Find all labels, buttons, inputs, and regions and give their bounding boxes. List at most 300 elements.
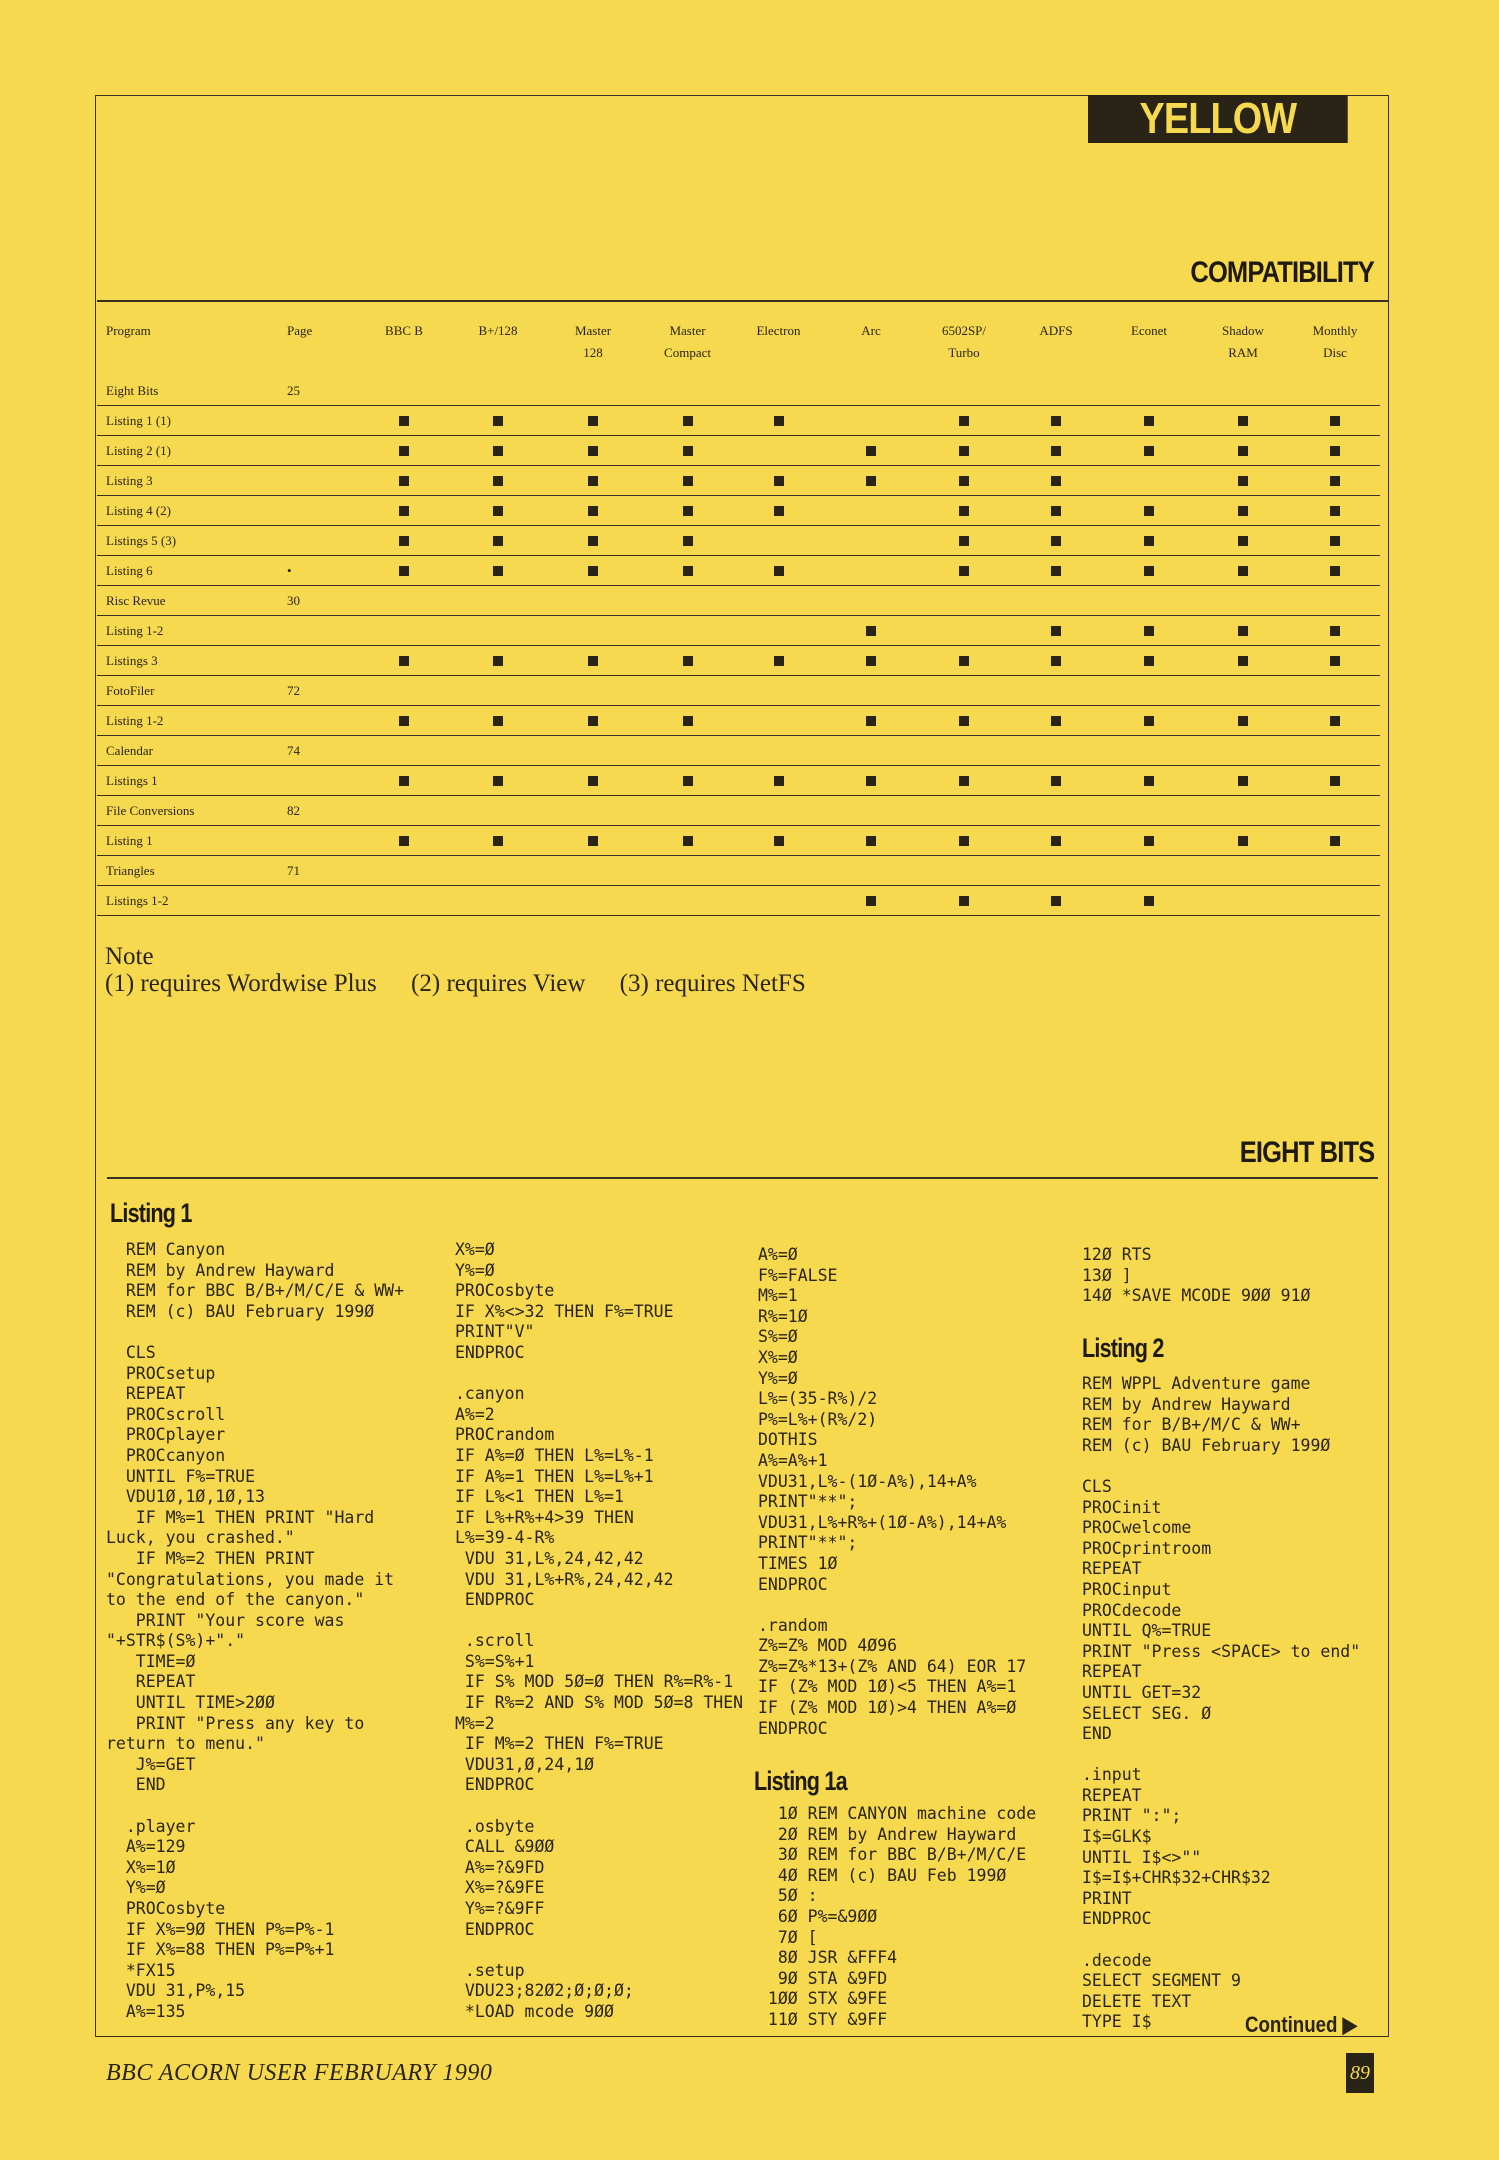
compat-cell	[1290, 856, 1380, 886]
compat-cell	[918, 526, 1010, 556]
compat-col-header: Monthly Disc	[1312, 323, 1358, 360]
compatible-mark-icon	[1330, 626, 1340, 636]
compatible-mark-icon	[1330, 776, 1340, 786]
compat-cell	[356, 466, 452, 496]
compat-row	[97, 856, 1380, 886]
compat-cell	[824, 766, 918, 796]
compat-cell	[733, 406, 824, 436]
compat-cell	[1010, 466, 1102, 496]
compat-cell	[1196, 646, 1290, 676]
compat-row	[97, 826, 1380, 856]
compat-cell	[356, 526, 452, 556]
compat-page	[285, 766, 356, 796]
listing-1-code-col3: A%=Ø F%=FALSE M%=1 R%=1Ø S%=Ø X%=Ø Y%=Ø L%=(35-R%)/2 P%=L%+(R%/2) DOTHIS A%=A%+1 VDU31,L%-(1Ø-A%),14+A% PRINT"**"; VDU31,L%+R%+(1Ø-A%),14+A% PRINT"**"; TIMES 1Ø ENDPROC .random Z%=Z% MOD 4Ø96 Z%=Z%*13+(Z% AND 64) EOR 17 IF (Z% MOD 1Ø)<5 THEN A%=1 IF (Z% MOD 1Ø)>4 THEN A%=Ø ENDPROC	[758, 1245, 1027, 1738]
compatible-mark-icon	[1330, 446, 1340, 456]
compat-cell	[1196, 376, 1290, 406]
compat-row	[97, 586, 1380, 616]
compat-cell	[1196, 436, 1290, 466]
compat-cell	[1102, 406, 1196, 436]
compat-cell	[824, 466, 918, 496]
compat-program: Listings 1-2	[97, 886, 285, 916]
compat-cell	[1290, 766, 1380, 796]
compat-cell	[452, 646, 544, 676]
compatible-mark-icon	[1238, 446, 1248, 456]
compatible-mark-icon	[683, 476, 693, 486]
compat-cell	[918, 706, 1010, 736]
compatible-mark-icon	[1051, 656, 1061, 666]
compat-cell	[824, 646, 918, 676]
compatible-mark-icon	[683, 566, 693, 576]
compat-cell	[452, 676, 544, 706]
compat-cell	[544, 376, 642, 406]
compatible-mark-icon	[1238, 626, 1248, 636]
compatible-mark-icon	[1330, 656, 1340, 666]
compatible-mark-icon	[1144, 716, 1154, 726]
compatible-mark-icon	[774, 566, 784, 576]
compatible-mark-icon	[866, 776, 876, 786]
compat-cell	[733, 766, 824, 796]
compat-row	[97, 796, 1380, 826]
compat-row	[97, 886, 1380, 916]
compatible-mark-icon	[588, 776, 598, 786]
compat-cell	[1290, 466, 1380, 496]
compat-col-header: BBC B	[385, 323, 423, 338]
compat-cell	[918, 406, 1010, 436]
compat-col-header: ADFS	[1039, 323, 1073, 338]
compat-program: Risc Revue	[97, 586, 285, 616]
compatible-mark-icon	[1330, 716, 1340, 726]
compat-cell	[356, 586, 452, 616]
compat-row	[97, 436, 1380, 466]
compat-cell	[1102, 676, 1196, 706]
compat-cell	[1196, 826, 1290, 856]
compat-cell	[824, 436, 918, 466]
compat-cell	[356, 616, 452, 646]
compat-page: •	[285, 556, 356, 586]
compatible-mark-icon	[1330, 536, 1340, 546]
compatible-mark-icon	[493, 836, 503, 846]
compat-cell	[1290, 586, 1380, 616]
compat-cell	[544, 496, 642, 526]
compat-cell	[918, 856, 1010, 886]
magazine-footer: BBC ACORN USER FEBRUARY 1990	[106, 2060, 493, 2086]
compat-cell	[356, 556, 452, 586]
compat-cell	[733, 706, 824, 736]
compatible-mark-icon	[959, 416, 969, 426]
note-item: (1) requires Wordwise Plus	[105, 970, 377, 997]
compatible-mark-icon	[1238, 416, 1248, 426]
compatible-mark-icon	[493, 566, 503, 576]
compat-cell	[733, 526, 824, 556]
compatible-mark-icon	[1144, 836, 1154, 846]
compat-row	[97, 496, 1380, 526]
compat-cell	[642, 856, 733, 886]
compatible-mark-icon	[588, 476, 598, 486]
compatible-mark-icon	[683, 716, 693, 726]
compat-cell	[356, 886, 452, 916]
compat-col-header: 6502SP/ Turbo	[941, 323, 987, 360]
compat-cell	[452, 556, 544, 586]
compat-cell	[1196, 676, 1290, 706]
compat-cell	[356, 496, 452, 526]
compatible-mark-icon	[959, 566, 969, 576]
compatible-mark-icon	[959, 506, 969, 516]
compat-cell	[824, 556, 918, 586]
compat-cell	[918, 496, 1010, 526]
compatible-mark-icon	[1051, 626, 1061, 636]
compat-col-header: Econet	[1130, 323, 1168, 338]
compat-cell	[824, 616, 918, 646]
compat-cell	[1290, 406, 1380, 436]
yellow-pages-badge: YELLOW PAGES	[1088, 95, 1348, 143]
compatible-mark-icon	[1330, 476, 1340, 486]
compat-cell	[544, 436, 642, 466]
compat-cell	[1290, 826, 1380, 856]
compatible-mark-icon	[959, 896, 969, 906]
compatible-mark-icon	[866, 716, 876, 726]
compat-program: Listings 1	[97, 766, 285, 796]
compat-program: Listings 5 (3)	[97, 526, 285, 556]
compat-cell	[1010, 736, 1102, 766]
compat-program: Listing 6	[97, 556, 285, 586]
eight-bits-heading: EIGHT BITS	[1239, 1136, 1374, 1169]
compat-cell	[1102, 376, 1196, 406]
compat-cell	[824, 676, 918, 706]
compatible-mark-icon	[1144, 896, 1154, 906]
compat-cell	[1010, 616, 1102, 646]
compatible-mark-icon	[1051, 416, 1061, 426]
compat-program: Listing 1-2	[97, 616, 285, 646]
compat-cell	[1196, 466, 1290, 496]
compatible-mark-icon	[959, 836, 969, 846]
compat-cell	[452, 496, 544, 526]
compat-row	[97, 466, 1380, 496]
compat-cell	[1010, 796, 1102, 826]
compatible-mark-icon	[1051, 536, 1061, 546]
compat-cell	[733, 796, 824, 826]
compat-page	[285, 466, 356, 496]
compat-program: Listing 1	[97, 826, 285, 856]
compat-cell	[1196, 556, 1290, 586]
compatible-mark-icon	[683, 446, 693, 456]
compatible-mark-icon	[588, 836, 598, 846]
compatible-mark-icon	[683, 536, 693, 546]
compat-cell	[733, 376, 824, 406]
compatible-mark-icon	[1238, 536, 1248, 546]
compat-program: Listing 1 (1)	[97, 406, 285, 436]
compat-cell	[356, 436, 452, 466]
compatible-mark-icon	[399, 656, 409, 666]
compatible-mark-icon	[683, 416, 693, 426]
eight-bits-rule	[107, 1177, 1378, 1179]
compat-cell	[1290, 436, 1380, 466]
compat-cell	[824, 376, 918, 406]
compat-cell	[1290, 496, 1380, 526]
compatible-mark-icon	[493, 716, 503, 726]
compat-page	[285, 616, 356, 646]
compat-cell	[1290, 376, 1380, 406]
compatible-mark-icon	[1051, 836, 1061, 846]
compat-cell	[918, 466, 1010, 496]
compat-cell	[452, 616, 544, 646]
listing-2-title: Listing 2	[1082, 1333, 1164, 1363]
compat-cell	[1290, 526, 1380, 556]
compat-cell	[1196, 886, 1290, 916]
compat-cell	[733, 466, 824, 496]
compat-cell	[452, 826, 544, 856]
compat-cell	[544, 466, 642, 496]
compatible-mark-icon	[866, 896, 876, 906]
compatible-mark-icon	[1330, 506, 1340, 516]
compat-cell	[1010, 856, 1102, 886]
compatible-mark-icon	[1238, 476, 1248, 486]
compatible-mark-icon	[1330, 416, 1340, 426]
compatible-mark-icon	[493, 776, 503, 786]
compatible-mark-icon	[1051, 716, 1061, 726]
compat-program: Calendar	[97, 736, 285, 766]
compat-cell	[356, 706, 452, 736]
compat-cell	[824, 526, 918, 556]
compat-program: Listing 4 (2)	[97, 496, 285, 526]
compat-col-header: B+/128	[478, 323, 518, 338]
compat-cell	[452, 736, 544, 766]
compat-cell	[1290, 886, 1380, 916]
compat-cell	[733, 586, 824, 616]
compat-cell	[824, 706, 918, 736]
compatible-mark-icon	[866, 476, 876, 486]
compatible-mark-icon	[1144, 656, 1154, 666]
compatible-mark-icon	[588, 506, 598, 516]
listing-2-code: REM WPPL Adventure game REM by Andrew Hayward REM for B/B+/M/C & WW+ REM (c) BAU February 199Ø CLS PROCinit PROCwelcome PROCprintroom REPEAT PROCinput PROCdecode UNTIL Q%=TRUE PRINT "Press <SPACE> to end" REPEAT UNTIL GET=32 SELECT SEG. Ø END .input REPEAT PRINT ":"; I$=GLK$ UNTIL I$<>"" I$=I$+CHR$32+CHR$32 PRINT ENDPROC .decode SELECT SEGMENT 9 DELETE TEXT TYPE I$	[1082, 1374, 1361, 2032]
compat-cell	[1290, 796, 1380, 826]
compat-cell	[1010, 436, 1102, 466]
compat-cell	[642, 616, 733, 646]
compat-cell	[544, 406, 642, 436]
compat-cell	[544, 676, 642, 706]
compatibility-rule	[97, 300, 1388, 302]
compat-cell	[824, 586, 918, 616]
compat-row	[97, 646, 1380, 676]
compat-row	[97, 766, 1380, 796]
compat-program: Listing 3	[97, 466, 285, 496]
compat-cell	[642, 826, 733, 856]
compatible-mark-icon	[588, 566, 598, 576]
compat-cell	[1102, 736, 1196, 766]
compat-cell	[452, 466, 544, 496]
compat-cell	[1010, 406, 1102, 436]
compat-cell	[1196, 796, 1290, 826]
compat-cell	[642, 766, 733, 796]
compatible-mark-icon	[866, 446, 876, 456]
compat-cell	[642, 796, 733, 826]
compat-cell	[1010, 646, 1102, 676]
compatible-mark-icon	[1144, 626, 1154, 636]
compat-cell	[1196, 766, 1290, 796]
compatible-mark-icon	[866, 656, 876, 666]
compat-cell	[544, 556, 642, 586]
compat-cell	[733, 556, 824, 586]
compat-cell	[1290, 706, 1380, 736]
compat-cell	[1010, 556, 1102, 586]
compatible-mark-icon	[493, 536, 503, 546]
compat-page: 30	[285, 586, 356, 616]
compatible-mark-icon	[959, 536, 969, 546]
compat-cell	[356, 796, 452, 826]
compatible-mark-icon	[399, 476, 409, 486]
compat-cell	[544, 856, 642, 886]
compat-col-header: Electron	[756, 323, 801, 338]
compatibility-table	[97, 310, 1380, 916]
compatible-mark-icon	[1144, 416, 1154, 426]
compat-row	[97, 376, 1380, 406]
compat-program: Listing 1-2	[97, 706, 285, 736]
compat-cell	[1102, 526, 1196, 556]
compat-cell	[1102, 856, 1196, 886]
compat-row	[97, 736, 1380, 766]
compat-col-header: Master Compact	[664, 323, 711, 360]
compat-cell	[1102, 886, 1196, 916]
compat-cell	[544, 796, 642, 826]
compat-cell	[824, 796, 918, 826]
compat-row	[97, 406, 1380, 436]
compatible-mark-icon	[683, 506, 693, 516]
compat-cell	[1196, 526, 1290, 556]
compat-col-header: Program	[106, 323, 151, 338]
compat-cell	[642, 526, 733, 556]
compat-cell	[544, 586, 642, 616]
compatible-mark-icon	[493, 506, 503, 516]
note-title: Note	[105, 943, 154, 970]
compat-page: 25	[285, 376, 356, 406]
compatible-mark-icon	[683, 836, 693, 846]
compat-cell	[642, 466, 733, 496]
compat-cell	[1102, 826, 1196, 856]
compat-cell	[1010, 496, 1102, 526]
compat-program: Listings 3	[97, 646, 285, 676]
compat-cell	[642, 676, 733, 706]
listing-1a-code: 1Ø REM CANYON machine code 2Ø REM by Andrew Hayward 3Ø REM for BBC B/B+/M/C/E 4Ø REM (c) BAU Feb 199Ø 5Ø : 6Ø P%=&9ØØ 7Ø [ 8Ø JSR &FFF4 9Ø STA &9FD 1ØØ STX &9FE 11Ø STY &9FF	[767, 1804, 1037, 2029]
compat-row	[97, 676, 1380, 706]
compat-cell	[544, 616, 642, 646]
compat-program: Eight Bits	[97, 376, 285, 406]
compat-cell	[1290, 676, 1380, 706]
compat-cell	[1196, 406, 1290, 436]
compat-header-row	[97, 310, 1380, 376]
compatible-mark-icon	[399, 506, 409, 516]
compat-col-header: Shadow RAM	[1222, 323, 1264, 360]
compatible-mark-icon	[1051, 566, 1061, 576]
compat-cell	[452, 766, 544, 796]
compatible-mark-icon	[493, 476, 503, 486]
compat-cell	[918, 826, 1010, 856]
compat-col-header: Page	[287, 323, 313, 338]
compat-program: FotoFiler	[97, 676, 285, 706]
compatible-mark-icon	[1238, 566, 1248, 576]
compatible-mark-icon	[1051, 776, 1061, 786]
compat-cell	[452, 706, 544, 736]
compat-page: 71	[285, 856, 356, 886]
compatible-mark-icon	[959, 776, 969, 786]
compatible-mark-icon	[959, 656, 969, 666]
compatible-mark-icon	[774, 416, 784, 426]
listing-1a-title: Listing 1a	[754, 1766, 847, 1796]
compat-page	[285, 646, 356, 676]
compat-cell	[544, 646, 642, 676]
compatible-mark-icon	[1330, 836, 1340, 846]
compat-cell	[1290, 556, 1380, 586]
compat-cell	[918, 646, 1010, 676]
compatible-mark-icon	[588, 716, 598, 726]
compat-cell	[1290, 736, 1380, 766]
compat-cell	[1010, 586, 1102, 616]
compatible-mark-icon	[1144, 776, 1154, 786]
compat-cell	[1102, 496, 1196, 526]
compatible-mark-icon	[866, 836, 876, 846]
compat-cell	[642, 646, 733, 676]
compatible-mark-icon	[1238, 656, 1248, 666]
compatible-mark-icon	[774, 476, 784, 486]
compat-page	[285, 436, 356, 466]
compat-cell	[452, 376, 544, 406]
compat-cell	[452, 586, 544, 616]
compat-cell	[1196, 706, 1290, 736]
compat-cell	[1196, 856, 1290, 886]
listing-1-code-col2: X%=Ø Y%=Ø PROCosbyte IF X%<>32 THEN F%=TRUE PRINT"V" ENDPROC .canyon A%=2 PROCrandom IF A%=Ø THEN L%=L%-1 IF A%=1 THEN L%=L%+1 IF L%<1 THEN L%=1 IF L%+R%+4>39 THEN L%=39-4-R% VDU 31,L%,24,42,42 VDU 31,L%+R%,24,42,42 ENDPROC .scroll S%=S%+1 IF S% MOD 5Ø=Ø THEN R%=R%-1 IF R%=2 AND S% MOD 5Ø=8 THEN M%=2 IF M%=2 THEN F%=TRUE VDU31,Ø,24,1Ø ENDPROC .osbyte CALL &9ØØ A%=?&9FD X%=?&9FE Y%=?&9FF ENDPROC .setup VDU23;82Ø2;Ø;Ø;Ø; *LOAD mcode 9ØØ	[455, 1240, 744, 2021]
compat-cell	[1196, 736, 1290, 766]
compat-cell	[918, 436, 1010, 466]
compat-cell	[356, 826, 452, 856]
compatible-mark-icon	[1051, 446, 1061, 456]
compat-cell	[452, 406, 544, 436]
compat-cell	[642, 556, 733, 586]
compat-cell	[1102, 586, 1196, 616]
compat-cell	[1102, 436, 1196, 466]
compat-cell	[1102, 556, 1196, 586]
compat-cell	[1196, 496, 1290, 526]
compatible-mark-icon	[1144, 506, 1154, 516]
compat-row	[97, 616, 1380, 646]
compatible-mark-icon	[1144, 566, 1154, 576]
compatible-mark-icon	[399, 446, 409, 456]
compatible-mark-icon	[588, 536, 598, 546]
compatible-mark-icon	[1144, 446, 1154, 456]
compat-cell	[1102, 616, 1196, 646]
compatible-mark-icon	[493, 416, 503, 426]
compat-cell	[918, 796, 1010, 826]
compat-row	[97, 706, 1380, 736]
note-item: (3) requires NetFS	[619, 970, 806, 997]
compat-cell	[824, 886, 918, 916]
compat-row	[97, 556, 1380, 586]
compat-cell	[642, 406, 733, 436]
compat-cell	[356, 376, 452, 406]
compat-cell	[1102, 646, 1196, 676]
compat-cell	[452, 886, 544, 916]
compatible-mark-icon	[399, 566, 409, 576]
compatible-mark-icon	[1238, 776, 1248, 786]
compat-cell	[824, 736, 918, 766]
compat-cell	[1010, 826, 1102, 856]
compat-cell	[642, 376, 733, 406]
compatible-mark-icon	[774, 656, 784, 666]
compat-program: File Conversions	[97, 796, 285, 826]
compatible-mark-icon	[588, 446, 598, 456]
compat-cell	[452, 796, 544, 826]
compat-cell	[733, 856, 824, 886]
compat-page	[285, 406, 356, 436]
compatible-mark-icon	[683, 656, 693, 666]
compat-cell	[642, 736, 733, 766]
